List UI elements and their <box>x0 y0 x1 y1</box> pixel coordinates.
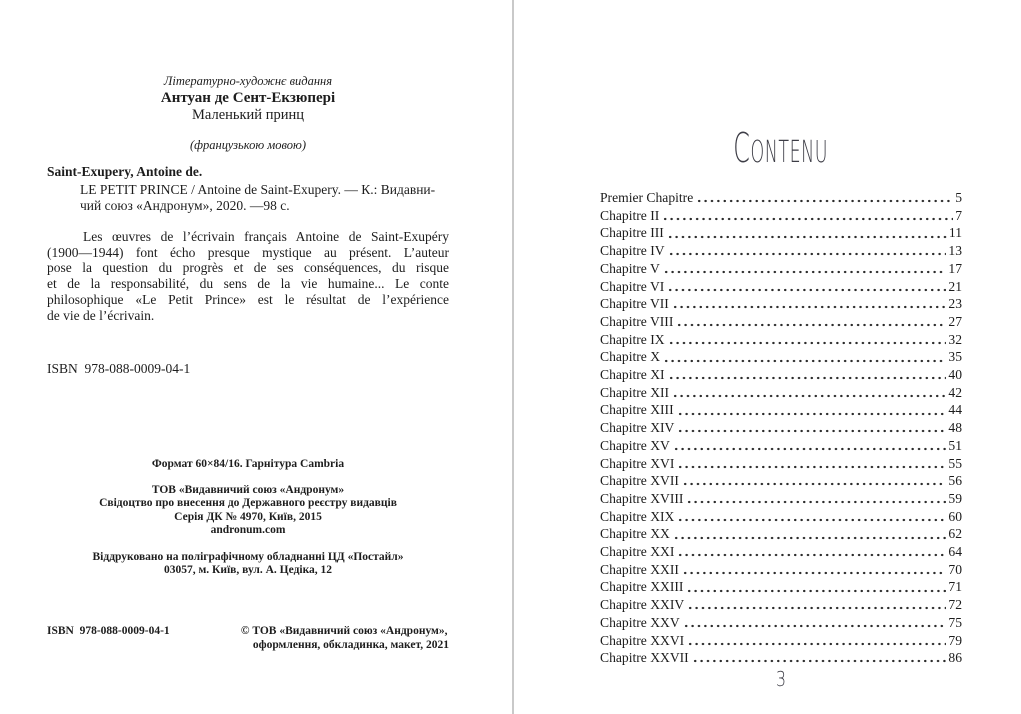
toc-entry <box>600 313 962 331</box>
toc-entry <box>600 578 962 596</box>
dot-leader <box>677 412 947 416</box>
toc-entry <box>600 455 962 473</box>
toc-entry-label: Chapitre XXIII <box>600 579 684 595</box>
toc-entry-label: Chapitre XX <box>600 526 670 542</box>
toc-entry-label: Chapitre II <box>600 207 660 223</box>
toc-entry-label: Chapitre V <box>600 260 660 276</box>
annotation-line: philosophique «Le Petit Prince» est le résultat de l’expérience <box>47 291 449 307</box>
contents-title-text: CONTENU <box>733 124 829 172</box>
toc-entry-label: Chapitre VII <box>600 296 669 312</box>
format-line: Формат 60×84/16. Гарнітура Cambria <box>151 458 345 470</box>
toc-entry <box>600 472 962 490</box>
toc-entry-page: 55 <box>948 455 962 471</box>
toc-entry-page: 48 <box>948 420 962 436</box>
toc-entry-label: Chapitre IX <box>600 331 665 347</box>
copyright-block <box>241 625 449 653</box>
toc-entry <box>600 207 962 225</box>
toc-entry <box>600 614 962 632</box>
toc-entry-page: 27 <box>948 313 962 329</box>
toc-entry <box>600 384 962 402</box>
toc-entry <box>600 649 962 667</box>
publisher-line: Свідоцтво про внесення до Державного реєстру видавців <box>99 497 397 510</box>
toc-entry-page: 59 <box>948 490 962 506</box>
print-line: Віддруковано на поліграфічному обладнанні ЦД «Постайл» <box>92 551 404 563</box>
annotation-line: et de la responsabilité, du sens de la vie humaine... Le conte <box>47 276 449 292</box>
toc-entry-page: 64 <box>948 544 962 560</box>
toc-entry-page: 70 <box>948 561 962 577</box>
toc-entry-page: 44 <box>948 402 962 418</box>
dot-leader <box>692 659 947 663</box>
catalog-entry <box>80 182 455 214</box>
dot-leader <box>663 270 947 274</box>
toc-entry <box>600 278 962 296</box>
toc-entry-label: Chapitre XIV <box>600 420 675 436</box>
toc-entry-label: Chapitre VIII <box>600 313 674 329</box>
toc-entry-page: 23 <box>948 296 962 312</box>
dot-leader <box>672 305 947 309</box>
print-block <box>47 551 449 578</box>
catalog-line: чий союз «Андронум», 2020. —98 с. <box>80 197 290 213</box>
toc-entry <box>600 561 962 579</box>
toc-entry-label: Chapitre XXIV <box>600 597 685 613</box>
dot-leader <box>677 553 946 557</box>
book-author: Антуан де Сент-Екзюпері <box>160 90 336 106</box>
toc-entry-label: Premier Chapitre <box>600 190 694 205</box>
dot-leader <box>663 359 946 363</box>
book-title: Маленький принц <box>192 107 304 123</box>
toc-entry-page: 86 <box>948 650 962 666</box>
toc-entry-label: Chapitre XXVII <box>600 650 689 666</box>
contents-page <box>513 0 1021 714</box>
toc-entry-label: Chapitre XXV <box>600 614 680 630</box>
toc-entry-page: 13 <box>948 243 962 259</box>
toc-entry <box>600 508 962 526</box>
toc-entry-page: 17 <box>948 260 962 276</box>
publisher-line: Серія ДК № 4970, Київ, 2015 <box>174 510 322 523</box>
toc-entry <box>600 242 962 260</box>
page-number: 3 <box>775 667 787 691</box>
dot-leader <box>687 606 946 610</box>
dot-leader <box>682 571 947 575</box>
dot-leader <box>683 624 947 628</box>
toc-entry-page: 60 <box>948 508 962 524</box>
isbn: ISBN 978-088-0009-04-1 <box>47 361 191 376</box>
footer-isbn: ISBN 978-088-0009-04-1 <box>47 625 170 637</box>
toc-entry <box>600 224 962 242</box>
toc-entry-label: Chapitre IV <box>600 243 665 259</box>
toc-entry <box>600 366 962 384</box>
toc-entry-label: Chapitre XVI <box>600 455 675 471</box>
annotation-paragraph <box>47 229 449 323</box>
toc-entry-label: Chapitre XXI <box>600 544 675 560</box>
dot-leader <box>696 199 953 203</box>
dot-leader <box>677 429 946 433</box>
dot-leader <box>682 482 947 486</box>
toc-entry-label: Chapitre XXII <box>600 561 679 577</box>
catalog-line: LE PETIT PRINCE / Antoine de Saint-Exupery. — К.: Видавни- <box>80 182 436 197</box>
dot-leader <box>677 518 946 522</box>
toc-entry-label: Chapitre III <box>600 225 664 241</box>
annotation-line: Les œuvres de l’écrivain français Antoine de Saint-Exupéry <box>83 229 449 244</box>
dot-leader <box>673 536 947 540</box>
toc-entry <box>600 543 962 561</box>
toc-entry-label: Chapitre XIX <box>600 508 675 524</box>
copyright-line: © ТОВ «Видавничий союз «Андронум», <box>240 625 448 637</box>
toc-entry-page: 5 <box>955 190 962 205</box>
dot-leader <box>668 376 947 380</box>
toc-entry-label: Chapitre XIII <box>600 402 674 418</box>
toc-entry-label: Chapitre XXVI <box>600 632 685 648</box>
annotation-line: de vie de l’écrivain. <box>47 307 155 323</box>
dot-leader <box>686 589 946 593</box>
dot-leader <box>677 465 946 469</box>
print-line: 03057, м. Київ, вул. А. Цедіка, 12 <box>163 564 333 577</box>
toc-entry <box>600 189 962 207</box>
dot-leader <box>686 500 946 504</box>
toc-entry <box>600 419 962 437</box>
publisher-block <box>47 484 449 538</box>
toc-entry-page: 71 <box>948 579 962 595</box>
toc-entry <box>600 632 962 650</box>
dot-leader <box>668 341 947 345</box>
toc-entry <box>600 437 962 455</box>
toc-entry-page: 11 <box>948 225 962 241</box>
language-note: (французькою мовою) <box>189 138 307 152</box>
toc-entry <box>600 525 962 543</box>
toc-entry <box>600 401 962 419</box>
toc-entry-label: Chapitre X <box>600 349 661 365</box>
dot-leader <box>673 447 947 451</box>
toc-entry-label: Chapitre VI <box>600 278 665 294</box>
annotation-line: (1900—1944) font écho presque mystique au présent. L’auteur <box>47 244 449 260</box>
publisher-line: ТОВ «Видавничий союз «Андронум» <box>151 484 345 496</box>
toc-entry-page: 40 <box>948 367 962 383</box>
dot-leader <box>668 252 947 256</box>
copyright-line: оформлення, обкладинка, макет, 2021 <box>252 638 449 651</box>
toc-entry-page: 35 <box>948 349 962 365</box>
toc-entry-page: 72 <box>948 597 962 613</box>
dot-leader <box>672 394 946 398</box>
dot-leader <box>676 323 946 327</box>
toc-entry-label: Chapitre XVIII <box>600 490 684 506</box>
edition-note: Літературно-художнє видання <box>163 74 333 88</box>
annotation-line: pose la question du progrès et de ses conséquences, du risque <box>47 260 449 276</box>
toc-entry <box>600 295 962 313</box>
dot-leader <box>662 217 953 221</box>
toc-list <box>600 189 962 667</box>
toc-entry <box>600 260 962 278</box>
toc-entry-label: Chapitre XII <box>600 384 670 400</box>
toc-entry <box>600 490 962 508</box>
toc-entry <box>600 596 962 614</box>
contents-title <box>600 124 962 172</box>
toc-entry-page: 21 <box>948 278 962 294</box>
colophon-footer <box>47 625 449 653</box>
toc-entry-label: Chapitre XV <box>600 437 670 453</box>
publisher-line: andronum.com <box>210 524 286 537</box>
toc-entry-page: 42 <box>948 384 962 400</box>
toc-entry <box>600 331 962 349</box>
toc-entry-page: 32 <box>948 331 962 347</box>
toc-entry-page: 56 <box>948 473 962 489</box>
toc-entry-page: 62 <box>948 526 962 542</box>
dot-leader <box>687 642 946 646</box>
toc-entry-page: 7 <box>955 207 962 223</box>
catalog-author-entry: Saint-Exupery, Antoine de. <box>47 164 203 179</box>
toc-entry-label: Chapitre XVII <box>600 473 679 489</box>
toc-entry-label: Chapitre XI <box>600 367 665 383</box>
dot-leader <box>667 235 947 239</box>
toc-entry-page: 51 <box>948 437 962 453</box>
dot-leader <box>667 288 946 292</box>
toc-entry-page: 75 <box>948 614 962 630</box>
toc-entry <box>600 348 962 366</box>
toc-entry-page: 79 <box>948 632 962 648</box>
